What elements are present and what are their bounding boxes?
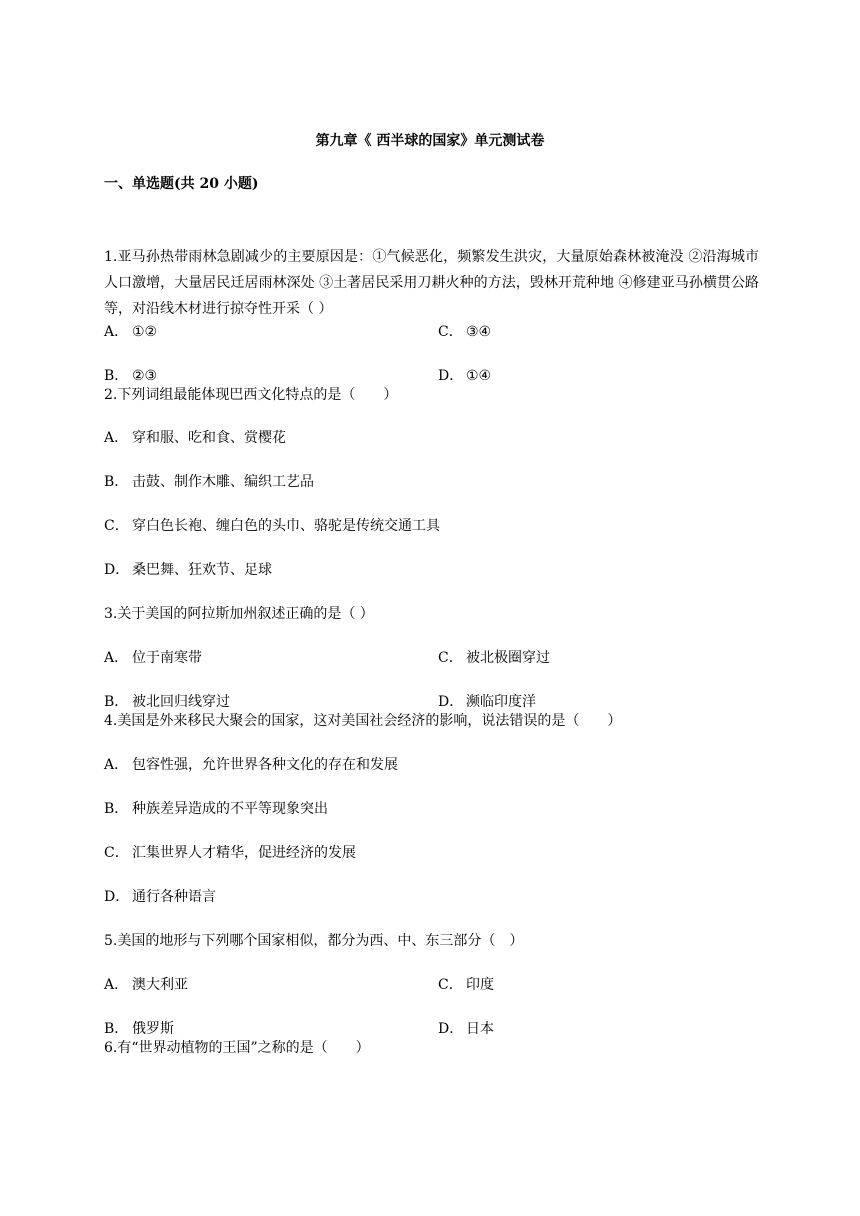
option-letter: D．: [104, 889, 130, 905]
question-5-option-c[interactable]: [438, 975, 494, 995]
question-4-option-a[interactable]: [104, 755, 398, 775]
option-text: 印度: [466, 977, 494, 993]
page-title: 第九章《 西半球的国家》单元测试卷: [315, 133, 545, 149]
question-4-option-b[interactable]: [104, 799, 328, 819]
option-letter: C．: [104, 845, 129, 861]
question-4-option-c[interactable]: [104, 843, 356, 863]
question-2-option-c[interactable]: [104, 516, 440, 536]
question-5-text: 5.美国的地形与下列哪个国家相似，都分为西、中、东三部分（ ）: [104, 933, 524, 949]
question-2-option-b[interactable]: [104, 472, 314, 492]
option-letter: A．: [104, 430, 129, 446]
question-5-option-b[interactable]: [104, 1019, 174, 1039]
option-text: 穿和服、吃和食、赏樱花: [132, 430, 286, 446]
option-text: 穿白色长袍、缠白色的头巾、骆驼是传统交通工具: [132, 518, 440, 534]
question-3-option-a[interactable]: [104, 648, 202, 668]
option-letter: C．: [104, 518, 129, 534]
option-text: 位于南寒带: [132, 650, 202, 666]
section-heading: 一、单选题(共 20 小题): [104, 176, 259, 192]
option-letter: C．: [438, 650, 463, 666]
option-text: 击鼓、制作木雕、编织工艺品: [132, 474, 314, 490]
option-text: 桑巴舞、狂欢节、足球: [132, 562, 272, 578]
question-2-option-a[interactable]: [104, 428, 286, 448]
option-text: 澳大利亚: [132, 977, 188, 993]
option-letter: A．: [104, 977, 129, 993]
option-letter: D．: [104, 562, 130, 578]
option-text: 包容性强，允许世界各种文化的存在和发展: [132, 757, 398, 773]
option-text: 通行各种语言: [132, 889, 216, 905]
question-4-text: 4.美国是外来移民大聚会的国家，这对美国社会经济的影响，说法错误的是（ ）: [104, 713, 622, 729]
option-letter: D．: [438, 1021, 464, 1037]
option-letter: B．: [104, 1021, 129, 1037]
option-letter: A．: [104, 650, 129, 666]
option-letter: C．: [438, 977, 463, 993]
option-text: ①②: [132, 324, 158, 340]
question-1-option-b[interactable]: [104, 366, 157, 386]
option-letter: C．: [438, 324, 463, 340]
question-6-text: 6.有“世界动植物的王国”之称的是（ ）: [104, 1040, 370, 1056]
option-letter: A．: [104, 757, 129, 773]
option-letter: B．: [104, 368, 129, 384]
option-letter: D．: [438, 368, 464, 384]
question-1-option-a[interactable]: [104, 322, 157, 342]
option-text: 日本: [466, 1021, 494, 1037]
option-text: 汇集世界人才精华，促进经济的发展: [132, 845, 356, 861]
option-text: 种族差异造成的不平等现象突出: [132, 801, 328, 817]
option-letter: D．: [438, 694, 464, 710]
question-3-option-b[interactable]: [104, 692, 230, 712]
question-1-text: 1.亚马孙热带雨林急剧减少的主要原因是：①气候恶化，频繁发生洪灾，大量原始森林被淹没 ②沿海城市人口激增，大量居民迁居雨林深处 ③土著居民采用刀耕火种的方法，毁林开荒种地 ④修建亚马孙横贯公路等，对沿线木材进行掠夺性开采（ ）: [104, 249, 759, 317]
option-text: ①④: [466, 368, 492, 384]
option-text: 俄罗斯: [132, 1021, 174, 1037]
option-letter: B．: [104, 801, 129, 817]
question-2-option-d[interactable]: [104, 560, 272, 580]
option-text: 被北极圈穿过: [466, 650, 550, 666]
option-text: 濒临印度洋: [466, 694, 536, 710]
option-letter: A．: [104, 324, 129, 340]
question-1-option-d[interactable]: [438, 366, 491, 386]
option-letter: B．: [104, 694, 129, 710]
question-3-option-c[interactable]: [438, 648, 550, 668]
question-1-option-c[interactable]: [438, 322, 491, 342]
option-letter: B．: [104, 474, 129, 490]
question-2-text: 2.下列词组最能体现巴西文化特点的是（ ）: [104, 387, 398, 403]
question-3-text: 3.关于美国的阿拉斯加州叙述正确的是（ ）: [104, 606, 374, 622]
option-text: 被北回归线穿过: [132, 694, 230, 710]
question-4-option-d[interactable]: [104, 887, 216, 907]
question-5-option-a[interactable]: [104, 975, 188, 995]
question-5-option-d[interactable]: [438, 1019, 494, 1039]
question-3-option-d[interactable]: [438, 692, 536, 712]
option-text: ③④: [466, 324, 492, 340]
option-text: ②③: [132, 368, 158, 384]
